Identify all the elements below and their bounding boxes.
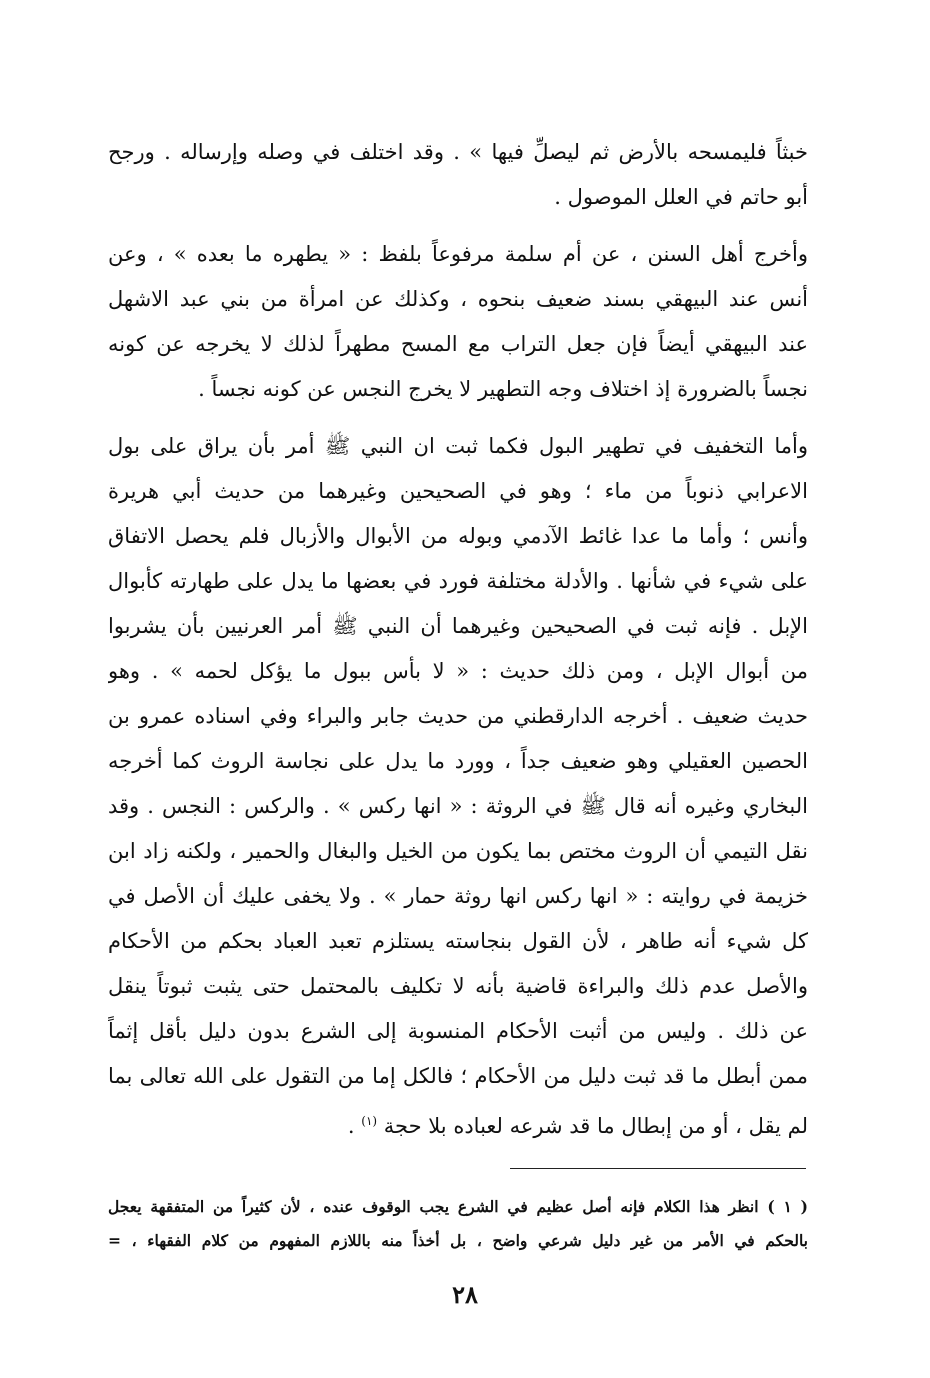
footnote-line: ( ١ ) انظر هذا الكلام فإنه أصل عظيم في الشرع يجب الوقوف عنده ، لأن كثيراً من المتفقهة يعجل [108,1197,808,1216]
text-line: وأنس ؛ وأما ما عدا غائط الآدمي وبوله من الأبوال والأزبال فلم يحصل الاتفاق [108,524,808,548]
text-line-trailing: . [347,1114,362,1138]
text-line-last [108,1099,808,1144]
text-line: ممن أبطل ما قد ثبت دليل من الأحكام ؛ فالكل إما من التقول على الله تعالى بما [108,1064,808,1088]
text-line: من أبوال الإبل ، ومن ذلك حديث : « لا بأس ببول ما يؤكل لحمه » . وهو [108,659,808,683]
text-line: الحصين العقيلي وهو ضعيف جداً ، وورد ما يدل على نجاسة الروث كما أخرجه [108,749,808,773]
footnote-marker[interactable]: (١) [361,1114,378,1128]
text-line: خبثاً فليمسحه بالأرض ثم ليصلِّ فيها » . وقد اختلف في وصله وإرساله . ورجح [108,140,808,164]
footnote-separator [510,1168,806,1169]
text-line: البخاري وغيره أنه قال ﷺ في الروثة : « انها ركس » . والركس : النجس . وقد [108,794,808,818]
text-line: على شيء في شأنها . والأدلة مختلفة فورد في بعضها ما يدل على طهارته كأبوال [108,569,808,593]
footnotes [108,1190,808,1258]
text-line: أنس عند البيهقي بسند ضعيف بنحوه ، وكذلك عن امرأة من بني عبد الاشهل [108,287,808,311]
text-line-content: لم يقل ، أو من إبطال ما قد شرعه لعباده بلا حجة [383,1114,808,1138]
text-line: حديث ضعيف . أخرجه الدارقطني من حديث جابر والبراء وفي اسناده عمرو بن [108,704,808,728]
text-line: وأخرج أهل السنن ، عن أم سلمة مرفوعاً بلفظ : « يطهره ما بعده » ، وعن [108,242,808,266]
text-line: وأما التخفيف في تطهير البول فكما ثبت ان النبي ﷺ أمر بأن يراق على بول [108,434,808,458]
text-line: والأصل عدم ذلك والبراءة قاضية بأنه لا تكليف بالمحتمل حتى يثبت ثبوتاً ينقل [108,974,808,998]
text-line: أبو حاتم في العلل الموصول . [554,185,808,209]
paragraph-2 [108,232,808,412]
text-line: نجساً بالضرورة إذ اختلاف وجه التطهير لا يخرج النجس عن كونه نجساً . [198,377,808,401]
footnote-line: بالحكم في الأمر من غير دليل شرعي واضح ، بل أخذاً منه باللازم المفهوم من كلام الفقهاء ، = [108,1231,808,1250]
text-line: كل شيء أنه طاهر ، لأن القول بنجاسته يستلزم تعبد العباد بحكم من الأحكام [108,929,808,953]
text-line: خزيمة في روايته : « انها ركس انها روثة حمار » . ولا يخفى عليك أن الأصل في [108,884,808,908]
paragraph-3 [108,424,808,1144]
text-line: الاعرابي ذنوباً من ماء ؛ وهو في الصحيحين وغيرهما من حديث أبي هريرة [108,479,808,503]
text-line: عن ذلك . وليس من أثبت الأحكام المنسوبة إلى الشرع بدون دليل بأقل إثماً [108,1019,808,1043]
text-line: عند البيهقي أيضاً فإن جعل التراب مع المسح مطهراً لذلك لا يخرجه عن كونه [108,332,808,356]
text-line: نقل التيمي أن الروث مختص بما يكون من الخيل والبغال والحمير ، ولكنه زاد ابن [108,839,808,863]
text-line: الإبل . فإنه ثبت في الصحيحين وغيرهما أن النبي ﷺ أمر العرنيين بأن يشربوا [108,614,808,638]
paragraph-1 [108,130,808,220]
page-number: ٢٨ [452,1280,478,1309]
